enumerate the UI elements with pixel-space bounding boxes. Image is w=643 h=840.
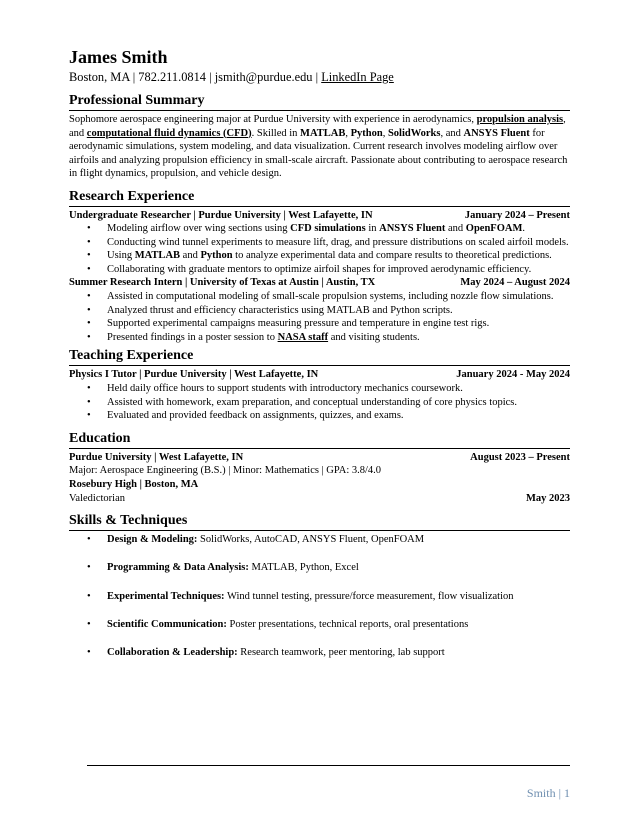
list-item: • Evaluated and provided feedback on assignments, quizzes, and exams. — [107, 409, 570, 423]
school-name: Rosebury High | Boston, MA — [69, 479, 199, 490]
job-bullets — [69, 290, 570, 344]
location: Boston, MA — [69, 70, 130, 84]
skills-list — [69, 533, 570, 659]
separator: | — [132, 70, 136, 84]
school-name: Purdue University | West Lafayette, IN — [69, 451, 244, 463]
list-item: • Supported experimental campaigns measuring pressure and temperature in engine test rigs. — [107, 317, 570, 331]
teaching-heading: Teaching Experience — [69, 347, 570, 366]
job-title: Undergraduate Researcher | Purdue University | West Lafayette, IN — [69, 209, 373, 221]
job-header — [69, 368, 570, 382]
job-title: Physics I Tutor | Purdue University | West Lafayette, IN — [69, 369, 319, 381]
page-footer — [527, 786, 570, 801]
school-detail: Major: Aerospace Engineering (B.S.) | Minor: Mathematics | GPA: 3.8/4.0 — [69, 465, 382, 477]
summary-paragraph: Sophomore aerospace engineering major at Purdue University with experience in aerodynamics, propulsion analysis, and computational fluid dynamics (CFD). Skilled in MATLAB, Python, SolidWorks, and ANSYS Fluent for aerodynamic simulations, system modeling, and data visualization. Current research involves modeling airflow over airfoils and analyzing propulsion efficiency in small-scale aircraft. Passionate about contributing to aerospace research in flight dynamics, propulsion, and vehicle design. — [69, 114, 568, 179]
list-item: • Analyzed thrust and efficiency characteristics using MATLAB and Python scripts. — [107, 304, 570, 318]
list-item: • Design & Modeling: SolidWorks, AutoCAD, ANSYS Fluent, OpenFOAM — [107, 533, 570, 547]
school-dates: May 2023 — [525, 492, 570, 504]
linkedin-link[interactable]: LinkedIn Page — [321, 70, 394, 84]
job-dates: January 2024 - May 2024 — [456, 369, 570, 381]
footer-name: Smith — [526, 786, 556, 800]
list-item: • Scientific Communication: Poster presentations, technical reports, oral presentations — [107, 618, 570, 632]
research-heading: Research Experience — [69, 188, 570, 207]
school-header — [69, 451, 570, 465]
list-item: • Modeling airflow over wing sections using CFD simulations in ANSYS Fluent and OpenFOAM. — [107, 222, 570, 236]
candidate-name: James Smith — [69, 47, 168, 67]
email: jsmith@purdue.edu — [214, 70, 313, 84]
job-title: Summer Research Intern | University of Texas at Austin | Austin, TX — [69, 277, 376, 289]
list-item: • Collaboration & Leadership: Research teamwork, peer mentoring, lab support — [107, 646, 570, 660]
resume-page — [69, 46, 570, 660]
list-item: • Using MATLAB and Python to analyze experimental data and compare results to theoretical predictions. — [107, 249, 570, 263]
phone: 782.211.0814 — [138, 70, 206, 84]
job-dates: May 2024 – August 2024 — [460, 277, 570, 289]
page-number: 1 — [564, 786, 570, 800]
job-dates: January 2024 – Present — [464, 209, 570, 221]
separator: | — [315, 70, 319, 84]
list-item: • Presented findings in a poster session to NASA staff and visiting students. — [107, 331, 570, 345]
separator: | — [558, 786, 561, 800]
list-item: • Assisted with homework, exam preparation, and conceptual understanding of core physics topics. — [107, 396, 570, 410]
separator: | — [209, 70, 212, 84]
list-item: • Held daily office hours to support students with introductory mechanics coursework. — [107, 382, 570, 396]
list-item: • Assisted in computational modeling of small-scale propulsion systems, including nozzle flow simulations. — [107, 290, 570, 304]
list-item: • Conducting wind tunnel experiments to measure lift, drag, and pressure distributions on scaled airfoil models. — [107, 236, 570, 250]
list-item: • Programming & Data Analysis: MATLAB, Python, Excel — [107, 561, 570, 575]
job-bullets — [69, 222, 570, 276]
job-header — [69, 276, 570, 290]
job-header — [69, 209, 570, 223]
school-header — [69, 478, 570, 492]
school-dates: August 2023 – Present — [470, 451, 570, 463]
education-heading: Education — [69, 430, 570, 449]
list-item: • Experimental Techniques: Wind tunnel testing, pressure/force measurement, flow visualization — [107, 590, 570, 604]
contact-line — [69, 69, 570, 85]
skills-heading: Skills & Techniques — [69, 512, 570, 531]
school-detail: Valedictorian May 2023 — [69, 492, 570, 504]
list-item: • Collaborating with graduate mentors to optimize airfoil shapes for improved aerodynamic efficiency. — [107, 263, 570, 277]
footer-divider — [87, 765, 570, 766]
job-bullets — [69, 382, 570, 423]
summary-heading: Professional Summary — [69, 92, 570, 111]
